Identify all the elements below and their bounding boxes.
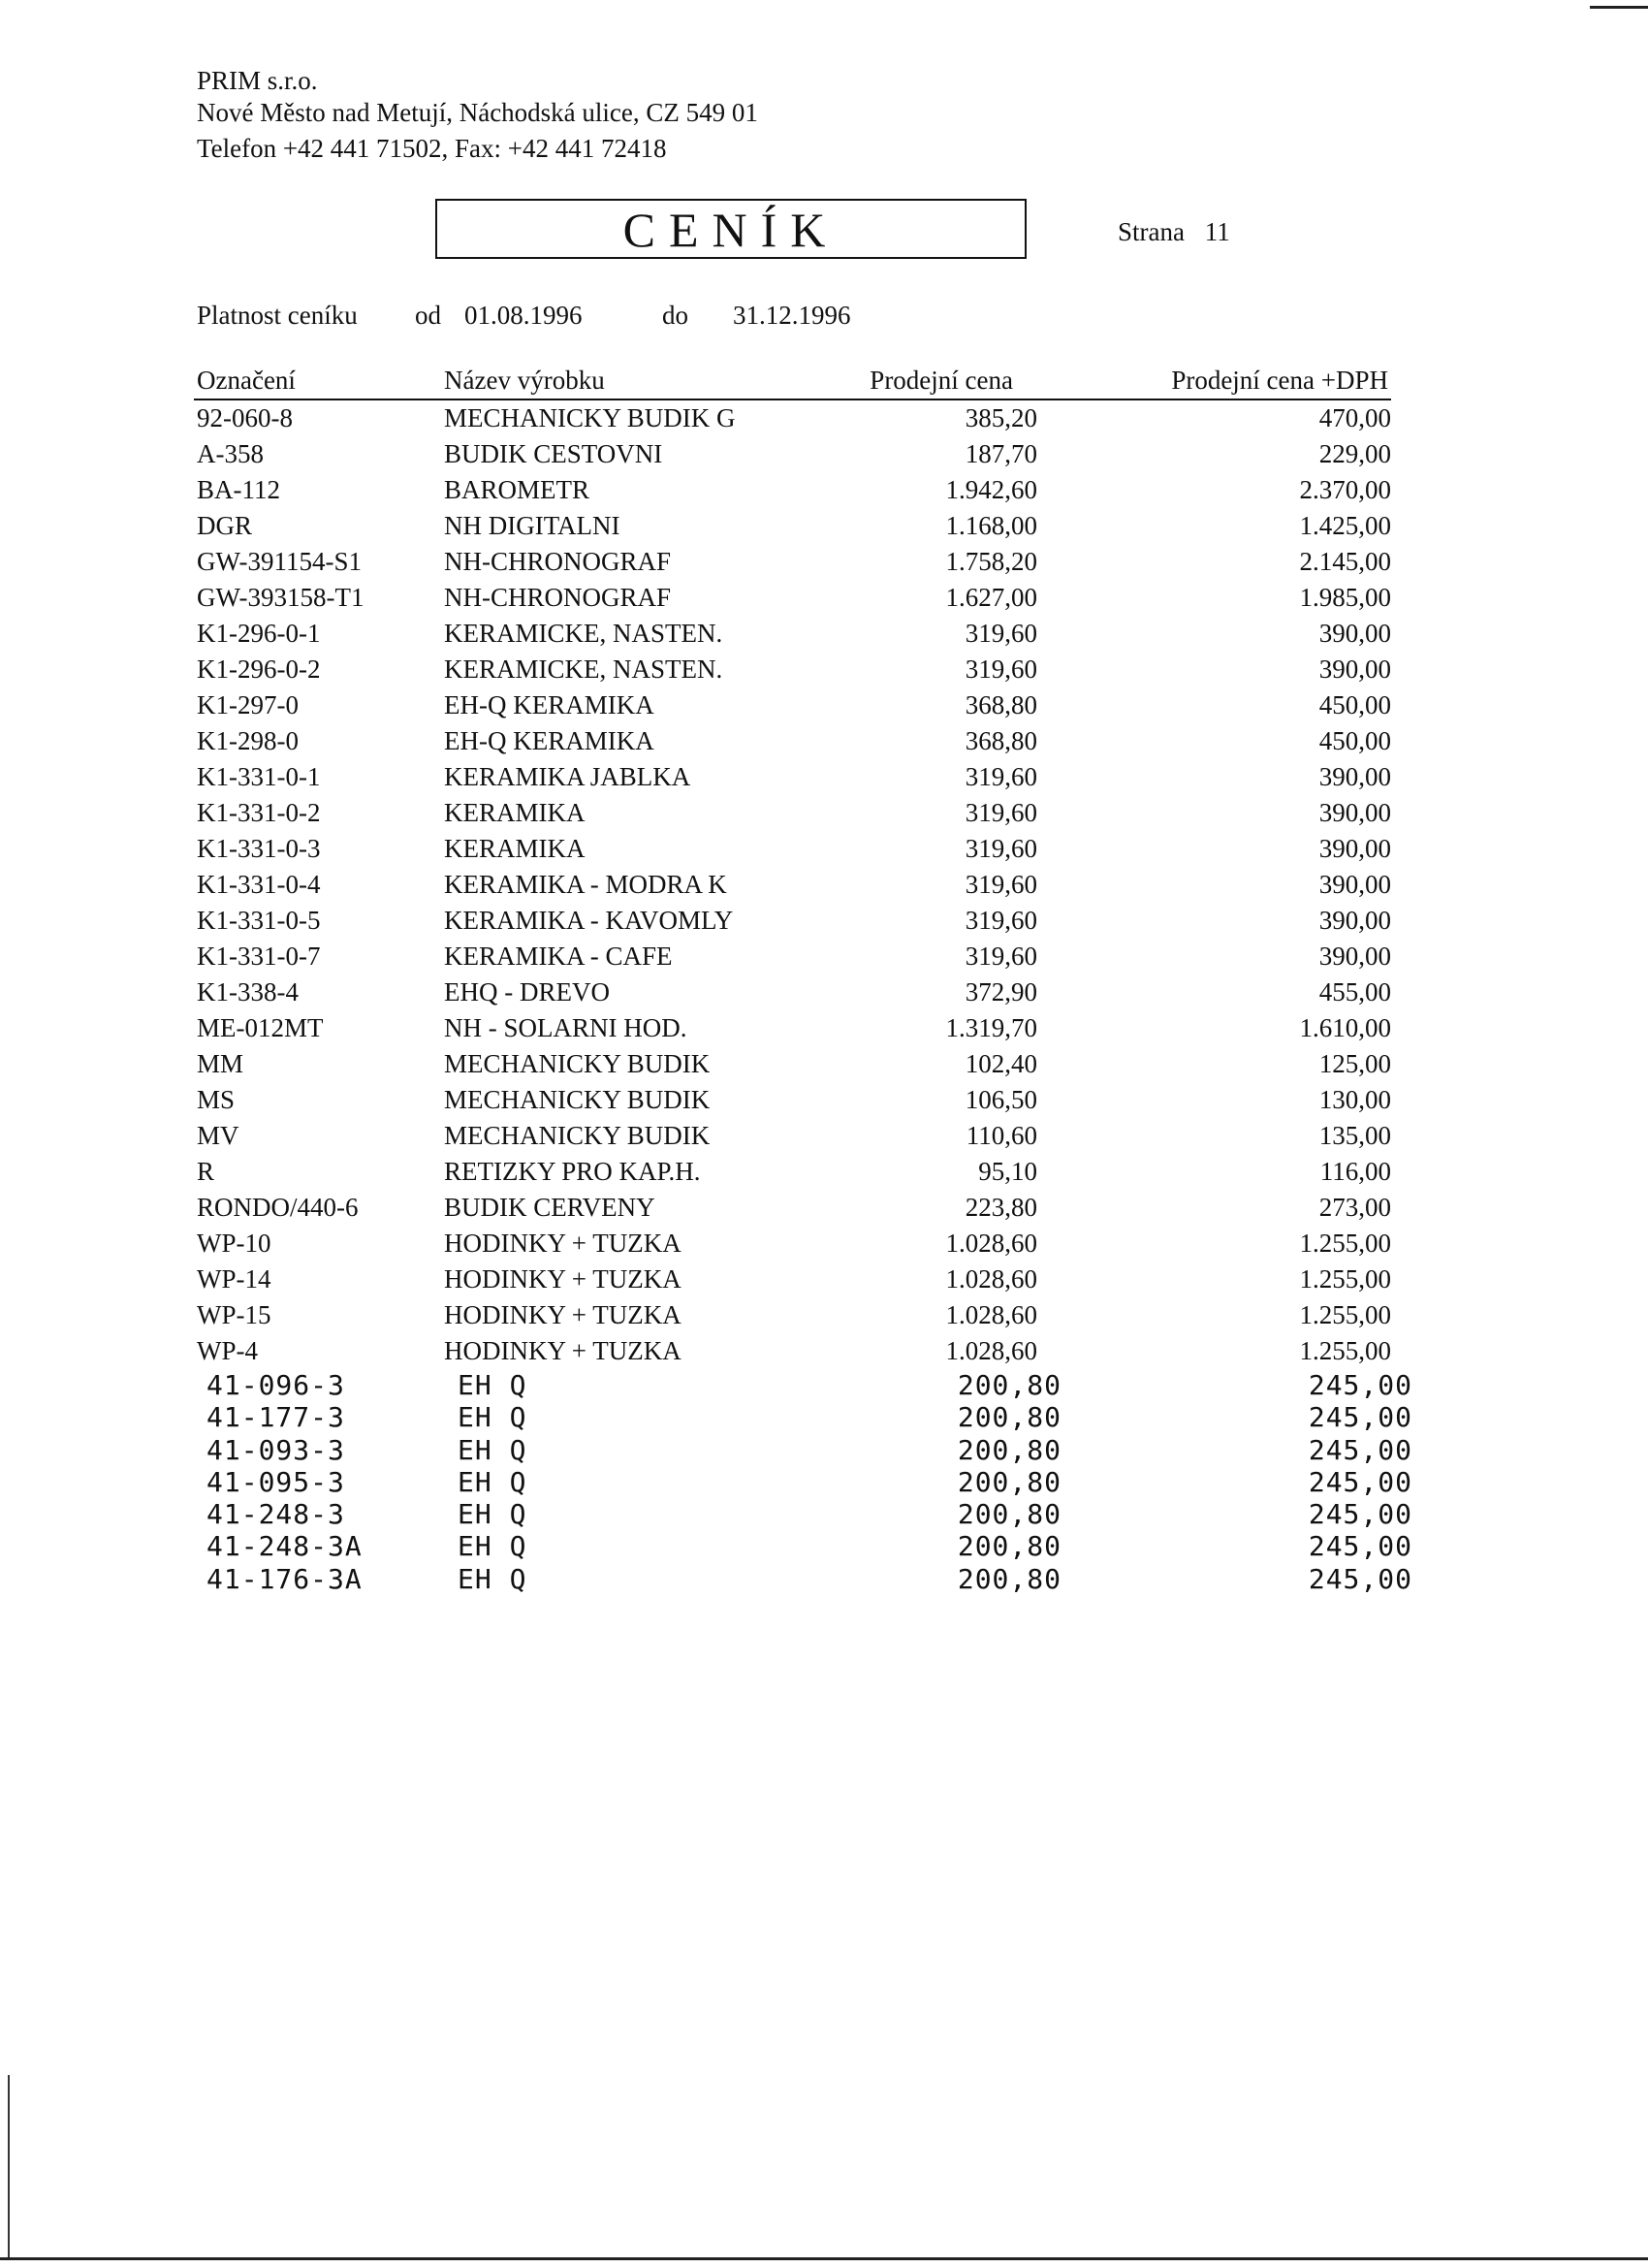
cell-price: 1.028,60	[945, 1336, 1037, 1365]
page-number: 11	[1204, 217, 1230, 246]
table-row	[194, 1262, 1391, 1297]
cell-price-vat: 390,00	[1318, 834, 1391, 863]
scan-edge-mark	[8, 2075, 10, 2259]
cell-code: R	[197, 1157, 215, 1186]
validity-from-date: 01.08.1996	[464, 301, 583, 330]
cell-name: MECHANICKY BUDIK	[444, 1121, 711, 1150]
cell-code: 41-095-3	[206, 1465, 345, 1498]
header-name: Název výrobku	[444, 366, 605, 395]
cell-price: 368,80	[965, 690, 1037, 719]
table-row	[194, 616, 1391, 652]
cell-code: K1-296-0-1	[197, 619, 321, 648]
table-row	[194, 1530, 1412, 1563]
cell-code: RONDO/440-6	[197, 1193, 359, 1222]
cell-price: 319,60	[965, 762, 1037, 791]
cell-code: A-358	[197, 439, 264, 468]
cell-price-vat: 229,00	[1318, 439, 1391, 468]
cell-code: ME-012MT	[197, 1013, 324, 1042]
cell-name: EH Q	[458, 1401, 527, 1434]
cell-price: 319,60	[965, 942, 1037, 971]
cell-code: 41-176-3A	[206, 1562, 363, 1595]
cell-price-vat: 245,00	[1308, 1369, 1412, 1401]
table-row	[194, 974, 1391, 1010]
table-row	[194, 508, 1391, 544]
cell-code: K1-331-0-5	[197, 906, 321, 935]
page-indicator	[1118, 217, 1230, 247]
cell-code: K1-331-0-4	[197, 870, 321, 899]
cell-price: 319,60	[965, 834, 1037, 863]
cell-code: 41-096-3	[206, 1369, 345, 1401]
table-body	[194, 400, 1391, 1369]
cell-price: 1.028,60	[945, 1300, 1037, 1329]
table-row	[194, 831, 1391, 867]
header-price-vat: Prodejní cena +DPH	[1171, 366, 1388, 395]
cell-price: 385,20	[965, 403, 1037, 432]
cell-price: 1.028,60	[945, 1229, 1037, 1258]
cell-price: 95,10	[978, 1157, 1037, 1186]
cell-code: 41-177-3	[206, 1401, 345, 1434]
table-row	[194, 1562, 1412, 1595]
cell-name: BAROMETR	[444, 475, 590, 504]
table-row	[194, 652, 1391, 687]
cell-code: WP-14	[197, 1264, 271, 1294]
cell-price-vat: 245,00	[1308, 1498, 1412, 1531]
price-table	[194, 364, 1412, 1595]
cell-price-vat: 245,00	[1308, 1433, 1412, 1466]
cell-name: MECHANICKY BUDIK G	[444, 403, 736, 432]
table-header	[194, 364, 1391, 400]
table-row	[194, 723, 1391, 759]
validity-from-label: od	[415, 301, 441, 330]
cell-name: NH-CHRONOGRAF	[444, 583, 672, 612]
cell-price-vat: 450,00	[1318, 690, 1391, 719]
cell-name: HODINKY + TUZKA	[444, 1300, 681, 1329]
cell-name: EH Q	[458, 1498, 527, 1531]
cell-name: EH Q	[458, 1562, 527, 1595]
cell-name: HODINKY + TUZKA	[444, 1336, 681, 1365]
cell-code: 41-248-3A	[206, 1530, 363, 1563]
cell-price: 368,80	[965, 726, 1037, 755]
cell-price-vat: 135,00	[1318, 1121, 1391, 1150]
cell-code: 92-060-8	[197, 403, 293, 432]
cell-price-vat: 245,00	[1308, 1562, 1412, 1595]
table-row	[194, 1465, 1412, 1498]
cell-price-vat: 273,00	[1318, 1193, 1391, 1222]
cell-price-vat: 390,00	[1318, 762, 1391, 791]
cell-price: 200,80	[957, 1530, 1062, 1563]
table-row	[194, 867, 1391, 903]
cell-code: 41-248-3	[206, 1498, 345, 1531]
table-row	[194, 1401, 1412, 1434]
cell-price: 319,60	[965, 906, 1037, 935]
cell-price: 1.758,20	[945, 547, 1037, 576]
cell-price: 319,60	[965, 619, 1037, 648]
cell-price: 200,80	[957, 1498, 1062, 1531]
table-row	[194, 472, 1391, 508]
cell-price-vat: 1.255,00	[1299, 1300, 1391, 1329]
table-row	[194, 1498, 1412, 1531]
cell-name: KERAMIKA - CAFE	[444, 942, 673, 971]
table-body-supplement	[194, 1369, 1412, 1595]
cell-code: K1-331-0-1	[197, 762, 321, 791]
document-title: CENÍK	[435, 199, 1027, 259]
cell-price-vat: 470,00	[1318, 403, 1391, 432]
cell-price-vat: 390,00	[1318, 942, 1391, 971]
company-address: Nové Město nad Metují, Náchodská ulice, CZ 549 01	[197, 98, 758, 127]
cell-price: 319,60	[965, 870, 1037, 899]
cell-code: K1-331-0-7	[197, 942, 321, 971]
table-row	[194, 1082, 1391, 1118]
cell-price: 200,80	[957, 1433, 1062, 1466]
validity-label: Platnost ceníku	[197, 301, 358, 330]
table-row	[194, 1190, 1391, 1226]
cell-price: 187,70	[965, 439, 1037, 468]
cell-price: 223,80	[965, 1193, 1037, 1222]
cell-name: BUDIK CESTOVNI	[444, 439, 663, 468]
table-row	[194, 1297, 1391, 1333]
cell-code: K1-297-0	[197, 690, 299, 719]
header-code: Označení	[197, 366, 296, 395]
cell-name: KERAMIKA - MODRA K	[444, 870, 727, 899]
table-row	[194, 1226, 1391, 1262]
cell-price: 1.942,60	[945, 475, 1037, 504]
cell-name: MECHANICKY BUDIK	[444, 1085, 711, 1114]
cell-code: K1-298-0	[197, 726, 299, 755]
cell-code: MM	[197, 1049, 244, 1078]
cell-name: EH-Q KERAMIKA	[444, 690, 654, 719]
cell-code: K1-331-0-2	[197, 798, 321, 827]
cell-name: KERAMIKA - KAVOMLY	[444, 906, 734, 935]
cell-price-vat: 130,00	[1318, 1085, 1391, 1114]
cell-code: K1-296-0-2	[197, 655, 321, 684]
cell-price-vat: 125,00	[1318, 1049, 1391, 1078]
cell-name: NH - SOLARNI HOD.	[444, 1013, 687, 1042]
cell-price-vat: 390,00	[1318, 906, 1391, 935]
cell-name: EH Q	[458, 1530, 527, 1563]
cell-name: HODINKY + TUZKA	[444, 1264, 681, 1294]
cell-name: EH Q	[458, 1465, 527, 1498]
table-row	[194, 759, 1391, 795]
scan-edge-mark	[0, 2257, 1648, 2260]
header-price: Prodejní cena	[870, 366, 1013, 395]
cell-name: EH Q	[458, 1369, 527, 1401]
table-row	[194, 795, 1391, 831]
cell-name: KERAMIKA	[444, 798, 586, 827]
table-row	[194, 1369, 1412, 1401]
table-row	[194, 687, 1391, 723]
cell-price: 110,60	[966, 1121, 1037, 1150]
cell-price: 200,80	[957, 1562, 1062, 1595]
cell-name: BUDIK CERVENY	[444, 1193, 655, 1222]
company-contact: Telefon +42 441 71502, Fax: +42 441 72418	[197, 134, 667, 163]
cell-price: 1.627,00	[945, 583, 1037, 612]
cell-name: HODINKY + TUZKA	[444, 1229, 681, 1258]
cell-name: KERAMIKA JABLKA	[444, 762, 691, 791]
cell-name: EH Q	[458, 1433, 527, 1466]
cell-price-vat: 1.985,00	[1299, 583, 1391, 612]
cell-name: KERAMIKA	[444, 834, 586, 863]
cell-price-vat: 390,00	[1318, 655, 1391, 684]
scan-edge-mark	[1590, 6, 1648, 9]
cell-name: NH-CHRONOGRAF	[444, 547, 672, 576]
table-row	[194, 1046, 1391, 1082]
table-row	[194, 1118, 1391, 1154]
cell-name: KERAMICKE, NASTEN.	[444, 619, 723, 648]
table-row	[194, 1010, 1391, 1046]
table-row	[194, 939, 1391, 974]
cell-price: 1.028,60	[945, 1264, 1037, 1294]
cell-code: WP-15	[197, 1300, 271, 1329]
cell-price: 200,80	[957, 1369, 1062, 1401]
cell-code: DGR	[197, 511, 253, 540]
table-row	[194, 544, 1391, 580]
cell-name: EHQ - DREVO	[444, 977, 610, 1006]
table-row	[194, 1154, 1391, 1190]
cell-price: 200,80	[957, 1465, 1062, 1498]
cell-code: 41-093-3	[206, 1433, 345, 1466]
cell-price-vat: 390,00	[1318, 798, 1391, 827]
table-row	[194, 1433, 1412, 1466]
cell-price: 102,40	[965, 1049, 1037, 1078]
cell-name: NH DIGITALNI	[444, 511, 620, 540]
page-label: Strana	[1118, 217, 1185, 246]
company-name: PRIM s.r.o.	[197, 66, 318, 95]
table-row	[194, 903, 1391, 939]
validity-to-label: do	[662, 301, 688, 330]
cell-code: GW-391154-S1	[197, 547, 362, 576]
cell-code: BA-112	[197, 475, 280, 504]
table-row	[194, 436, 1391, 472]
cell-price: 1.168,00	[945, 511, 1037, 540]
cell-name: MECHANICKY BUDIK	[444, 1049, 711, 1078]
cell-price-vat: 1.255,00	[1299, 1229, 1391, 1258]
cell-code: MV	[197, 1121, 239, 1150]
cell-price-vat: 450,00	[1318, 726, 1391, 755]
cell-price-vat: 116,00	[1319, 1157, 1391, 1186]
table-row	[194, 1333, 1391, 1369]
cell-price-vat: 2.370,00	[1299, 475, 1391, 504]
table-row	[194, 400, 1391, 436]
cell-code: MS	[197, 1085, 236, 1114]
cell-price-vat: 245,00	[1308, 1530, 1412, 1563]
cell-price-vat: 245,00	[1308, 1401, 1412, 1434]
cell-name: RETIZKY PRO KAP.H.	[444, 1157, 701, 1186]
cell-code: K1-331-0-3	[197, 834, 321, 863]
cell-price: 1.319,70	[945, 1013, 1037, 1042]
cell-price-vat: 1.425,00	[1299, 511, 1391, 540]
cell-price-vat: 245,00	[1308, 1465, 1412, 1498]
table-row	[194, 580, 1391, 616]
cell-price: 200,80	[957, 1401, 1062, 1434]
cell-price-vat: 455,00	[1318, 977, 1391, 1006]
cell-price-vat: 2.145,00	[1299, 547, 1391, 576]
cell-name: EH-Q KERAMIKA	[444, 726, 654, 755]
cell-price-vat: 1.255,00	[1299, 1264, 1391, 1294]
cell-price-vat: 390,00	[1318, 619, 1391, 648]
cell-price: 106,50	[965, 1085, 1037, 1114]
cell-price-vat: 1.610,00	[1299, 1013, 1391, 1042]
cell-price: 319,60	[965, 798, 1037, 827]
cell-code: WP-10	[197, 1229, 271, 1258]
cell-price: 372,90	[965, 977, 1037, 1006]
cell-price-vat: 1.255,00	[1299, 1336, 1391, 1365]
cell-code: K1-338-4	[197, 977, 299, 1006]
cell-price: 319,60	[965, 655, 1037, 684]
cell-code: WP-4	[197, 1336, 258, 1365]
cell-code: GW-393158-T1	[197, 583, 364, 612]
cell-name: KERAMICKE, NASTEN.	[444, 655, 723, 684]
cell-price-vat: 390,00	[1318, 870, 1391, 899]
validity-to-date: 31.12.1996	[733, 301, 851, 330]
